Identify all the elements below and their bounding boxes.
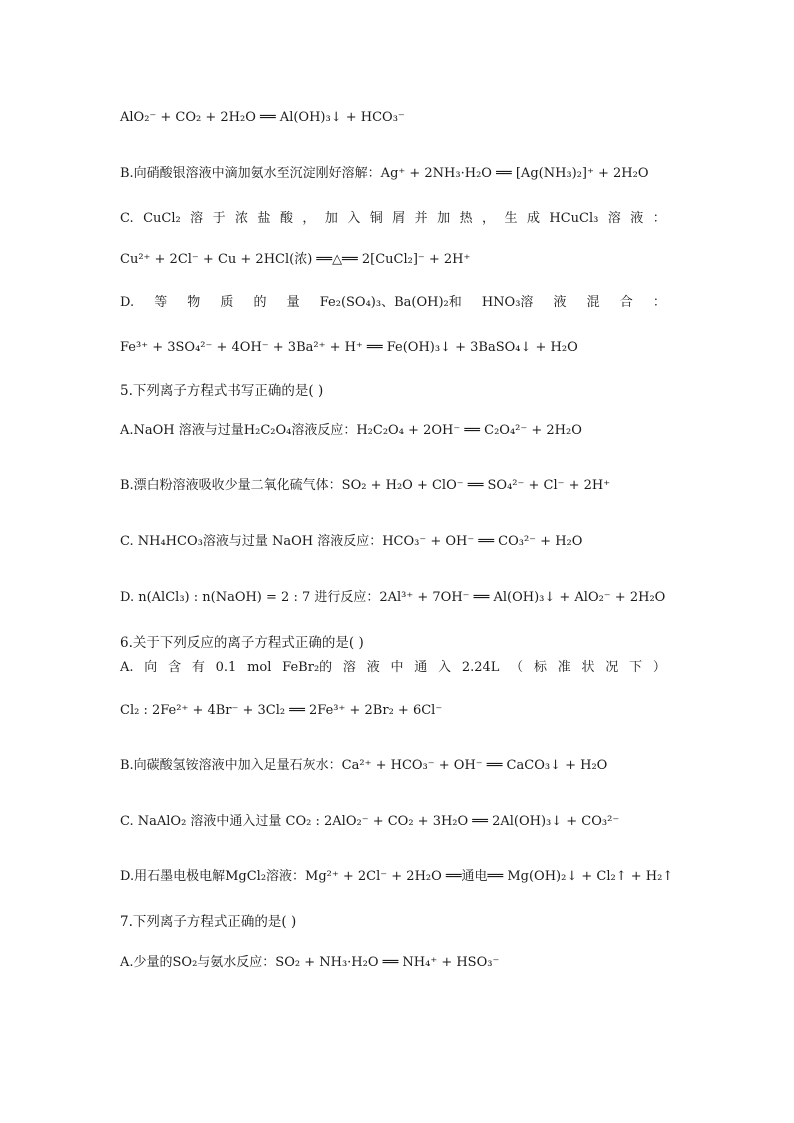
spread-word: 液 <box>630 211 644 226</box>
spread-word: 下 <box>629 660 643 675</box>
spread-word: 物 <box>187 295 201 310</box>
spread-word: 溶 <box>190 211 204 226</box>
equation-line: Cu²⁺ + 2Cl⁻ + Cu + 2HCl(浓) ══△══ 2[CuCl₂]⁻ + 2H⁺ <box>120 252 471 267</box>
spread-word: HNO₃溶 <box>481 295 534 310</box>
q5-option-b: B.漂白粉溶液吸收少量二氧化硫气体：SO₂ + H₂O + ClO⁻ ══ SO₄²⁻ + Cl⁻ + 2H⁺ <box>120 478 611 493</box>
spread-word: 标 <box>533 660 547 675</box>
spread-word: 向 <box>144 660 158 675</box>
spread-word: CuCl₂ <box>143 211 181 226</box>
spread-word: 屑 <box>392 211 406 226</box>
q7-option-a: A.少量的SO₂与氨水反应：SO₂ + NH₃·H₂O ══ NH₄⁺ + HSO₃⁻ <box>120 955 500 970</box>
spread-word: A. <box>120 660 134 675</box>
spread-word: 准 <box>557 660 571 675</box>
spread-word: ， <box>482 211 496 226</box>
spread-word: 加 <box>437 211 451 226</box>
spread-word: 量 <box>286 295 300 310</box>
spread-word: 合 <box>619 295 633 310</box>
spread-word: 于 <box>212 211 226 226</box>
option-b: B.向硝酸银溶液中滴加氨水至沉淀刚好溶解：Ag⁺ + 2NH₃·H₂O ══ [Ag(NH₃)₂]⁺ + 2H₂O <box>120 166 649 181</box>
spread-word: 并 <box>414 211 428 226</box>
q5-option-c: C. NH₄HCO₃溶液与过量 NaOH 溶液反应：HCO₃⁻ + OH⁻ ══ CO₃²⁻ + H₂O <box>120 534 583 549</box>
spread-word: 况 <box>605 660 619 675</box>
question-6-title: 6.关于下列反应的离子方程式正确的是( ) <box>120 635 364 651</box>
spread-word: C. <box>120 211 134 226</box>
spread-word: ： <box>652 295 666 310</box>
spread-word: 成 <box>526 211 540 226</box>
spread-word: 液 <box>553 295 567 310</box>
spread-word: 液 <box>366 660 380 675</box>
spread-word: 铜 <box>369 211 383 226</box>
spread-word: 2.24L <box>461 660 500 675</box>
spread-word: 热 <box>459 211 473 226</box>
question-7-title: 7.下列离子方程式正确的是( ) <box>120 914 297 930</box>
spread-word: 生 <box>504 211 518 226</box>
spread-word: D. <box>120 295 135 310</box>
equation-line: AlO₂⁻ + CO₂ + 2H₂O ══ Al(OH)₃↓ + HCO₃⁻ <box>120 110 405 125</box>
q5-option-d: D. n(AlCl₃) : n(NaOH) = 2 : 7 进行反应：2Al³⁺ + 7OH⁻ ══ Al(OH)₃↓ + AlO₂⁻ + 2H₂O <box>120 590 666 605</box>
equation-line: Fe³⁺ + 3SO₄²⁻ + 4OH⁻ + 3Ba²⁺ + H⁺ ══ Fe(OH)₃↓ + 3BaSO₄↓ + H₂O <box>120 340 578 355</box>
option-d-justified <box>120 294 666 312</box>
spread-word: 通 <box>414 660 428 675</box>
spread-word: 等 <box>154 295 168 310</box>
spread-word: 中 <box>390 660 404 675</box>
option-c-justified <box>120 210 666 228</box>
spread-word: 质 <box>220 295 234 310</box>
spread-word: ） <box>652 660 666 675</box>
q6-option-c: C. NaAlO₂ 溶液中通入过量 CO₂ : 2AlO₂⁻ + CO₂ + 3H₂O ══ 2Al(OH)₃↓ + CO₃²⁻ <box>120 814 620 829</box>
spread-word: 含 <box>168 660 182 675</box>
spread-word: 有 <box>191 660 205 675</box>
spread-word: FeBr₂的 <box>282 660 333 675</box>
q6-option-b: B.向碳酸氢铵溶液中加入足量石灰水：Ca²⁺ + HCO₃⁻ + OH⁻ ══ CaCO₃↓ + H₂O <box>120 758 608 773</box>
spread-word: 入 <box>347 211 361 226</box>
spread-word: 加 <box>324 211 338 226</box>
spread-word: 浓 <box>235 211 249 226</box>
q6-option-d: D.用石墨电极电解MgCl₂溶液：Mg²⁺ + 2Cl⁻ + 2H₂O ══通电══ Mg(OH)₂↓ + Cl₂↑ + H₂↑ <box>120 869 674 884</box>
spread-word: mol <box>247 660 272 675</box>
spread-word: 盐 <box>257 211 271 226</box>
q6-option-a-justified <box>120 659 666 677</box>
spread-word: 酸 <box>279 211 293 226</box>
spread-word: 的 <box>253 295 267 310</box>
spread-word: 溶 <box>607 211 621 226</box>
spread-word: Fe₂(SO₄)₃、Ba(OH)₂和 <box>319 295 462 310</box>
question-5-title: 5.下列离子方程式书写正确的是( ) <box>120 383 324 399</box>
spread-word: 状 <box>581 660 595 675</box>
spread-word: ： <box>652 211 666 226</box>
q5-option-a: A.NaOH 溶液与过量H₂C₂O₄溶液反应：H₂C₂O₄ + 2OH⁻ ══ C₂O₄²⁻ + 2H₂O <box>120 423 582 438</box>
spread-word: HCuCl₃ <box>549 211 599 226</box>
spread-word: （ <box>510 660 524 675</box>
spread-word: 入 <box>438 660 452 675</box>
spread-word: 混 <box>586 295 600 310</box>
spread-word: 溶 <box>342 660 356 675</box>
spread-word: ， <box>302 211 316 226</box>
spread-word: 0.1 <box>215 660 237 675</box>
equation-line: Cl₂ : 2Fe²⁺ + 4Br⁻ + 3Cl₂ ══ 2Fe³⁺ + 2Br₂ + 6Cl⁻ <box>120 703 443 718</box>
